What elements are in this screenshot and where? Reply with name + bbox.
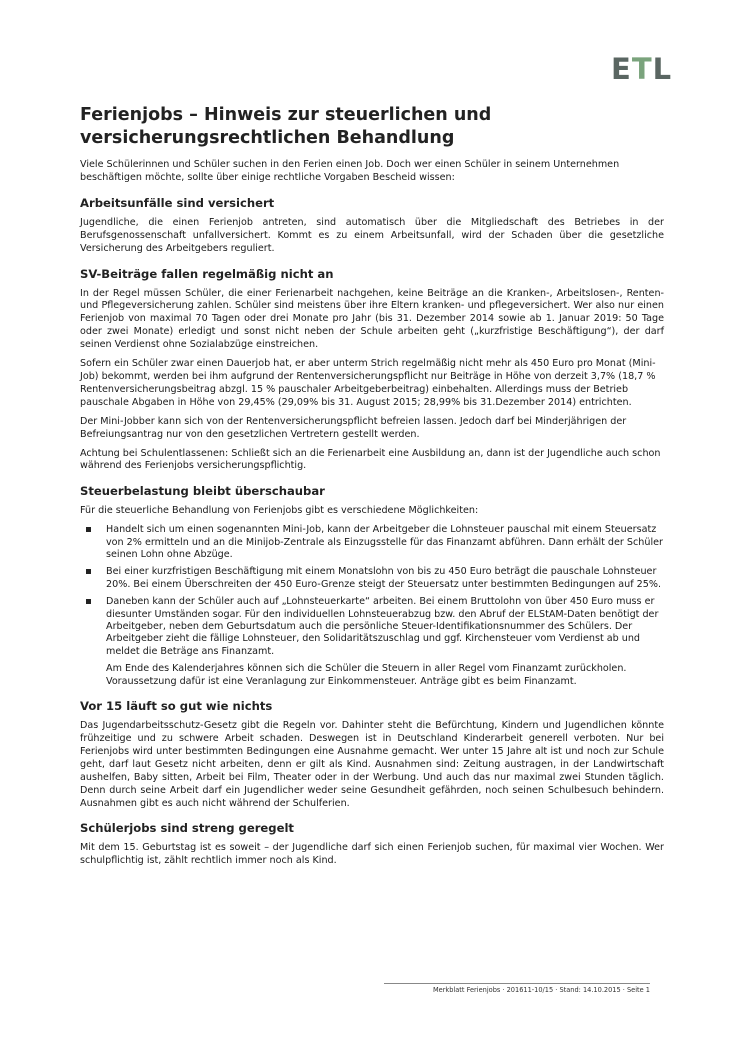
bullet-square-icon <box>86 527 91 532</box>
footer-divider <box>384 983 650 984</box>
section-heading: Vor 15 läuft so gut wie nichts <box>80 699 273 714</box>
list-item <box>80 566 664 591</box>
list-item <box>80 596 664 658</box>
section-sv-beitraege <box>80 267 664 474</box>
section-paragraph: Der Mini-Jobber kann sich von der Rentenversicherungspflicht befreien lassen. Jedoch darf bei Minderjährigen der Befreiungsantrag nur von den gesetzlichen Vertretern gestellt werden. <box>80 415 627 440</box>
logo-letter-e: E <box>611 52 632 86</box>
section-paragraph: Achtung bei Schulentlassenen: Schließt sich an die Ferienarbeit eine Ausbildung an, dann ist der Jugendliche auch schon während des Ferienjobs versicherungspflichtig. <box>80 447 661 472</box>
section-arbeitsunfaelle <box>80 196 664 256</box>
logo-letter-t: T <box>631 52 653 86</box>
document-title: Ferienjobs – Hinweis zur steuerlichen und versicherungsrechtlichen Behandlung <box>80 105 492 148</box>
section-paragraph: In der Regel müssen Schüler, die einer Ferienarbeit nachgehen, keine Beiträge an die Kranken-, Arbeitslosen-, Renten- und Pflegeversicherung zahlen. Schüler sind meistens über ihre Eltern kranken- und pflegeversichert. Wer also nur einen Ferienjob von maximal 70 Tagen oder drei Monate pro Jahr (bis 31. Dezember 2014 sowie ab 1. Januar 2019: 50 Tage oder zwei Monate) erledigt und sonst nicht neben der Schule arbeiten geht („kurzfristige Beschäftigung“), der darf seinen Verdienst ohne Sozialabzüge einstreichen. <box>80 287 664 351</box>
section-paragraph: Das Jugendarbeitsschutz-Gesetz gibt die Regeln vor. Dahinter steht die Befürchtung, Kindern und Jugendlichen könnte frühzeitige und zu schwere Arbeit schaden. Deswegen ist in Deutschland Kinderarbeit generell verboten. Nur bei Ferienjobs wird unter bestimmten Bedingungen eine Ausnahme gemacht. Wer unter 15 Jahre alt ist und noch zur Schule geht, darf laut Gesetz nicht arbeiten, denn er gilt als Kind. Ausnahmen sind: Zeitung austragen, in der Landwirtschaft aushelfen, Baby sitten, Arbeit bei Film, Theater oder in der Werbung. Und auch das nur maximal zwei Stunden täglich. Denn durch seine Arbeit darf ein Jugendlicher weder seine Gesundheit gefährden, noch seinen Schulbesuch behindern. Ausnahmen gibt es auch nicht während der Schulferien. <box>80 720 664 809</box>
section-vor-15 <box>80 699 664 810</box>
section-heading: Schülerjobs sind streng geregelt <box>80 821 294 836</box>
logo-letter-l: L <box>652 52 673 86</box>
section-heading: Steuerbelastung bleibt überschaubar <box>80 484 325 499</box>
list-item-text: Handelt sich um einen sogenannten Mini-Job, kann der Arbeitgeber die Lohnsteuer pauschal mit einem Steuersatz von 2% ermitteln und an die Minijob-Zentrale als Einzugsstelle für das Finanzamt abführen. Dann erhält der Schüler seinen Lohn ohne Abzüge. <box>106 524 663 561</box>
bullet-note: Am Ende des Kalenderjahres können sich die Schüler die Steuern in aller Regel vom Finanzamt zurückholen. Voraussetzung dafür ist eine Veranlagung zur Einkommensteuer. Anträge gibt es beim Finanzamt. <box>106 663 627 687</box>
section-schuelerjobs <box>80 821 664 868</box>
list-item <box>80 524 664 561</box>
section-paragraph: Für die steuerliche Behandlung von Ferienjobs gibt es verschiedene Möglichkeiten: <box>80 505 479 517</box>
document-body <box>80 104 664 874</box>
section-heading: SV-Beiträge fallen regelmäßig nicht an <box>80 266 334 281</box>
etl-logo <box>611 52 673 86</box>
bullet-square-icon <box>86 599 91 604</box>
list-item-text: Daneben kann der Schüler auch auf „Lohnsteuerkarte“ arbeiten. Bei einem Bruttolohn von über 450 Euro muss er diesunter Umständen sogar. Für den individuellen Lohnsteuerabzug bzw. den Abruf der ELStAM-Daten benötigt der Arbeitgeber, neben dem Geburtsdatum auch die persönliche Steuer-Identifikationsnummer des Schülers. Der Arbeitgeber zieht die fällige Lohnsteuer, den Solidaritätszuschlag und ggf. Kirchensteuer vom Verdienst ab und meldet die Beträge ans Finanzamt. <box>106 596 659 657</box>
section-paragraph: Sofern ein Schüler zwar einen Dauerjob hat, er aber unterm Strich regelmäßig nicht mehr als 450 Euro pro Monat (Mini-Job) bekommt, werden bei ihm aufgrund der Rentenversicherungspflicht nur Beiträge in Höhe von derzeit 3,7% (18,7 % Rentenversicherungsbeitrag abzgl. 15 % pauschaler Arbeitgeberbeitrag) einbehalten. Allerdings muss der Betrieb pauschale Abgaben in Höhe von 29,45% (29,09% bis 31. August 2015; 28,99% bis 31.Dezember 2014) entrichten. <box>80 358 656 408</box>
section-heading: Arbeitsunfälle sind versichert <box>80 195 275 210</box>
list-item-text: Bei einer kurzfristigen Beschäftigung mit einem Monatslohn von bis zu 450 Euro beträgt die pauschale Lohnsteuer 20%. Bei einem Überschreiten der 450 Euro-Grenze steigt der Steuersatz unter bestimmten Bedingungen auf 25%. <box>106 566 661 590</box>
section-paragraph: Jugendliche, die einen Ferienjob antreten, sind automatisch über die Mitgliedschaft des Betriebes in der Berufsgenossenschaft unfallversichert. Kommt es zu einem Arbeitsunfall, wird der Schaden über die gesetzliche Versicherung des Arbeitgebers reguliert. <box>80 216 664 254</box>
page-footer: Merkblatt Ferienjobs · 201611-10/15 · Stand: 14.10.2015 · Seite 1 <box>432 986 650 994</box>
intro-paragraph: Viele Schülerinnen und Schüler suchen in den Ferien einen Job. Doch wer einen Schüler in seinem Unternehmen beschäftigen möchte, sollte über einige rechtliche Vorgaben Bescheid wissen: <box>80 159 620 183</box>
section-steuerbelastung <box>80 484 664 688</box>
bullet-square-icon <box>86 569 91 574</box>
section-paragraph: Mit dem 15. Geburtstag ist es soweit – der Jugendliche darf sich einen Ferienjob suchen, für maximal vier Wochen. Wer schulpflichtig ist, zählt rechtlich immer noch als Kind. <box>80 842 664 867</box>
bullet-list <box>80 524 664 658</box>
